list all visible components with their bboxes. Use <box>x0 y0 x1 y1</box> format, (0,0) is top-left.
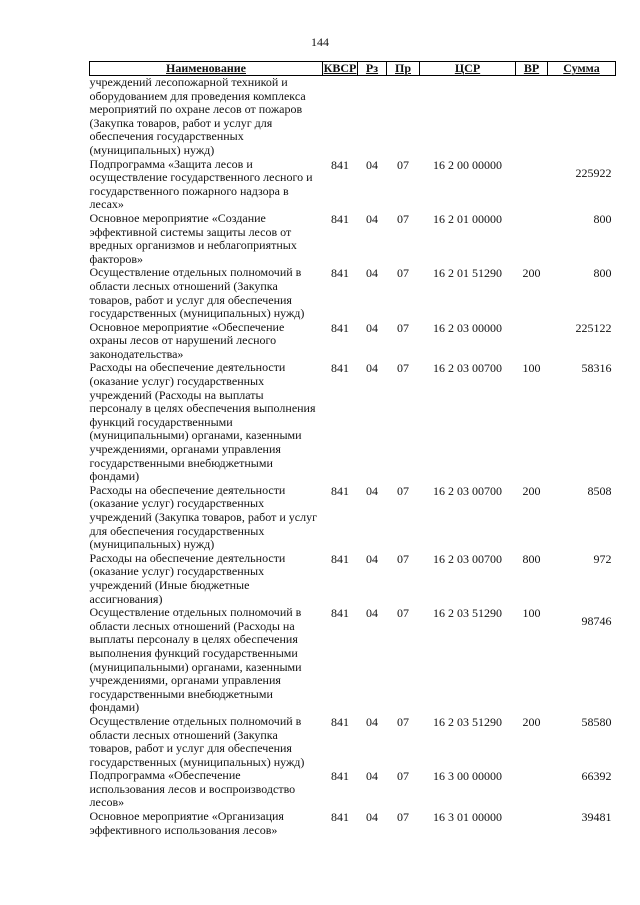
cell-pr: 07 <box>397 320 409 335</box>
cell-pr: 07 <box>397 714 409 729</box>
cell-sum: 225122 <box>575 320 612 335</box>
cell-pr <box>387 76 420 158</box>
page-number: 144 <box>311 35 329 49</box>
cell-name: Осуществление отдельных полномочий в области лесных отношений (Закупка товаров, работ и услуг для обеспечения государственных (муниципальных) нужд) <box>89 265 305 321</box>
cell-vr <box>516 212 548 266</box>
cell-rz: 04 <box>366 211 378 226</box>
cell-pr: 07 <box>397 606 409 621</box>
cell-name: Расходы на обеспечение деятельности (оказание услуг) государственных учреждений (Иные бюджетные ассигнования) <box>89 550 286 606</box>
cell-sum: 98746 <box>581 614 612 629</box>
cell-name: Подпрограмма «Обеспечение использования лесов и воспроизводство лесов» <box>89 768 296 810</box>
cell-csr: 16 2 03 51290 <box>433 714 502 729</box>
cell-vr: 100 <box>522 361 541 376</box>
table-row <box>90 76 616 158</box>
cell-kvsr: 841 <box>331 769 349 784</box>
table-row <box>90 158 616 212</box>
cell-rz: 04 <box>366 810 378 825</box>
header-sum: Сумма <box>548 62 616 76</box>
cell-kvsr: 841 <box>331 810 349 825</box>
cell-sum: 8508 <box>587 483 612 498</box>
cell-name: Основное мероприятие «Создание эффективной системы защиты лесов от вредных организмов и неблагоприятных факторов» <box>89 210 297 266</box>
table-row <box>90 484 616 552</box>
table-row <box>90 606 616 715</box>
cell-name: Расходы на обеспечение деятельности (оказание услуг) государственных учреждений (Закупка товаров, работ и услуг для обеспечения государственных (муниципальных) нужд) <box>89 482 318 552</box>
table-row <box>90 715 616 769</box>
cell-rz: 04 <box>366 606 378 621</box>
table-row <box>90 810 616 837</box>
cell-csr: 16 2 03 00700 <box>433 361 502 376</box>
cell-rz: 04 <box>366 320 378 335</box>
cell-kvsr: 841 <box>331 483 349 498</box>
cell-sum: 39481 <box>581 810 612 825</box>
table-header <box>90 62 616 76</box>
cell-kvsr: 841 <box>331 320 349 335</box>
cell-rz: 04 <box>366 714 378 729</box>
table-body <box>90 76 616 838</box>
cell-vr: 200 <box>522 714 541 729</box>
cell-pr: 07 <box>397 157 409 172</box>
table-row <box>90 266 616 320</box>
header-kvsr: КВСР <box>323 61 357 75</box>
cell-csr: 16 2 03 51290 <box>433 606 502 621</box>
cell-kvsr: 841 <box>331 157 349 172</box>
cell-vr: 100 <box>522 606 541 621</box>
cell-pr: 07 <box>397 211 409 226</box>
cell-kvsr: 841 <box>331 361 349 376</box>
cell-csr: 16 2 01 51290 <box>433 266 502 281</box>
header-rz: Рз <box>358 62 387 76</box>
table-row <box>90 552 616 606</box>
cell-rz: 04 <box>366 551 378 566</box>
cell-vr <box>516 769 548 810</box>
cell-rz: 04 <box>366 157 378 172</box>
cell-rz: 04 <box>366 266 378 281</box>
cell-rz <box>358 76 387 158</box>
cell-name: Осуществление отдельных полномочий в области лесных отношений (Закупка товаров, работ и услуг для обеспечения государственных (муниципальных) нужд) <box>89 713 305 769</box>
cell-sum: 225922 <box>575 165 612 180</box>
cell-vr <box>516 158 548 212</box>
cell-name: Расходы на обеспечение деятельности (оказание услуг) государственных учреждений (Расходы на выплаты персоналу в целях обеспечения выполнения функций государственными (муниципальными) органами, казенными учреждениями, органами управления государственными внебюджетными фондами) <box>89 360 316 484</box>
cell-sum: 66392 <box>581 769 612 784</box>
cell-sum <box>548 76 616 158</box>
cell-vr <box>516 810 548 837</box>
cell-rz: 04 <box>366 769 378 784</box>
cell-rz: 04 <box>366 361 378 376</box>
budget-table <box>89 61 616 837</box>
cell-vr <box>516 76 548 158</box>
cell-vr: 800 <box>522 551 541 566</box>
cell-vr: 200 <box>522 266 541 281</box>
cell-csr: 16 3 00 00000 <box>433 769 502 784</box>
cell-name: Основное мероприятие «Организация эффективного использования лесов» <box>89 809 284 837</box>
cell-csr <box>420 76 516 158</box>
header-vr: ВР <box>516 62 548 76</box>
cell-kvsr: 841 <box>331 551 349 566</box>
cell-pr: 07 <box>397 266 409 281</box>
cell-name: Подпрограмма «Защита лесов и осуществление государственного лесного и государственного пожарного надзора в лесах» <box>89 156 313 212</box>
cell-csr: 16 3 01 00000 <box>433 810 502 825</box>
cell-vr: 200 <box>522 483 541 498</box>
cell-sum: 800 <box>593 266 612 281</box>
cell-kvsr: 841 <box>331 606 349 621</box>
header-name: Наименование <box>90 62 323 76</box>
cell-csr: 16 2 00 00000 <box>433 157 502 172</box>
cell-csr: 16 2 03 00000 <box>433 320 502 335</box>
table-row <box>90 321 616 362</box>
cell-kvsr: 841 <box>331 211 349 226</box>
cell-pr: 07 <box>397 361 409 376</box>
cell-pr: 07 <box>397 769 409 784</box>
table-row <box>90 361 616 483</box>
cell-name: Основное мероприятие «Обеспечение охраны лесов от нарушений лесного законодательства» <box>89 319 285 361</box>
cell-pr: 07 <box>397 483 409 498</box>
cell-pr: 07 <box>397 810 409 825</box>
cell-sum: 58580 <box>581 714 612 729</box>
header-csr: ЦСР <box>420 62 516 76</box>
cell-kvsr: 841 <box>331 714 349 729</box>
table-row <box>90 212 616 266</box>
table-row <box>90 769 616 810</box>
header-pr: Пр <box>387 62 420 76</box>
cell-sum: 800 <box>593 211 612 226</box>
cell-csr: 16 2 01 00000 <box>433 211 502 226</box>
cell-vr <box>516 321 548 362</box>
cell-rz: 04 <box>366 483 378 498</box>
cell-csr: 16 2 03 00700 <box>433 551 502 566</box>
cell-sum: 972 <box>593 551 612 566</box>
cell-name: Осуществление отдельных полномочий в области лесных отношений (Расходы на выплаты персоналу в целях обеспечения выполнения функций государственными (муниципальными) органами, казенными учреждениями, органами управления государственными внебюджетными фондами) <box>89 605 302 715</box>
cell-name: учреждений лесопожарной техникой и оборудованием для проведения комплекса мероприятий по охране лесов от пожаров (Закупка товаров, работ и услуг для обеспечения государственных (муниципальных) нужд) <box>89 75 306 157</box>
cell-kvsr <box>323 76 358 158</box>
cell-kvsr: 841 <box>331 266 349 281</box>
cell-csr: 16 2 03 00700 <box>433 483 502 498</box>
cell-sum: 58316 <box>581 361 612 376</box>
cell-pr: 07 <box>397 551 409 566</box>
